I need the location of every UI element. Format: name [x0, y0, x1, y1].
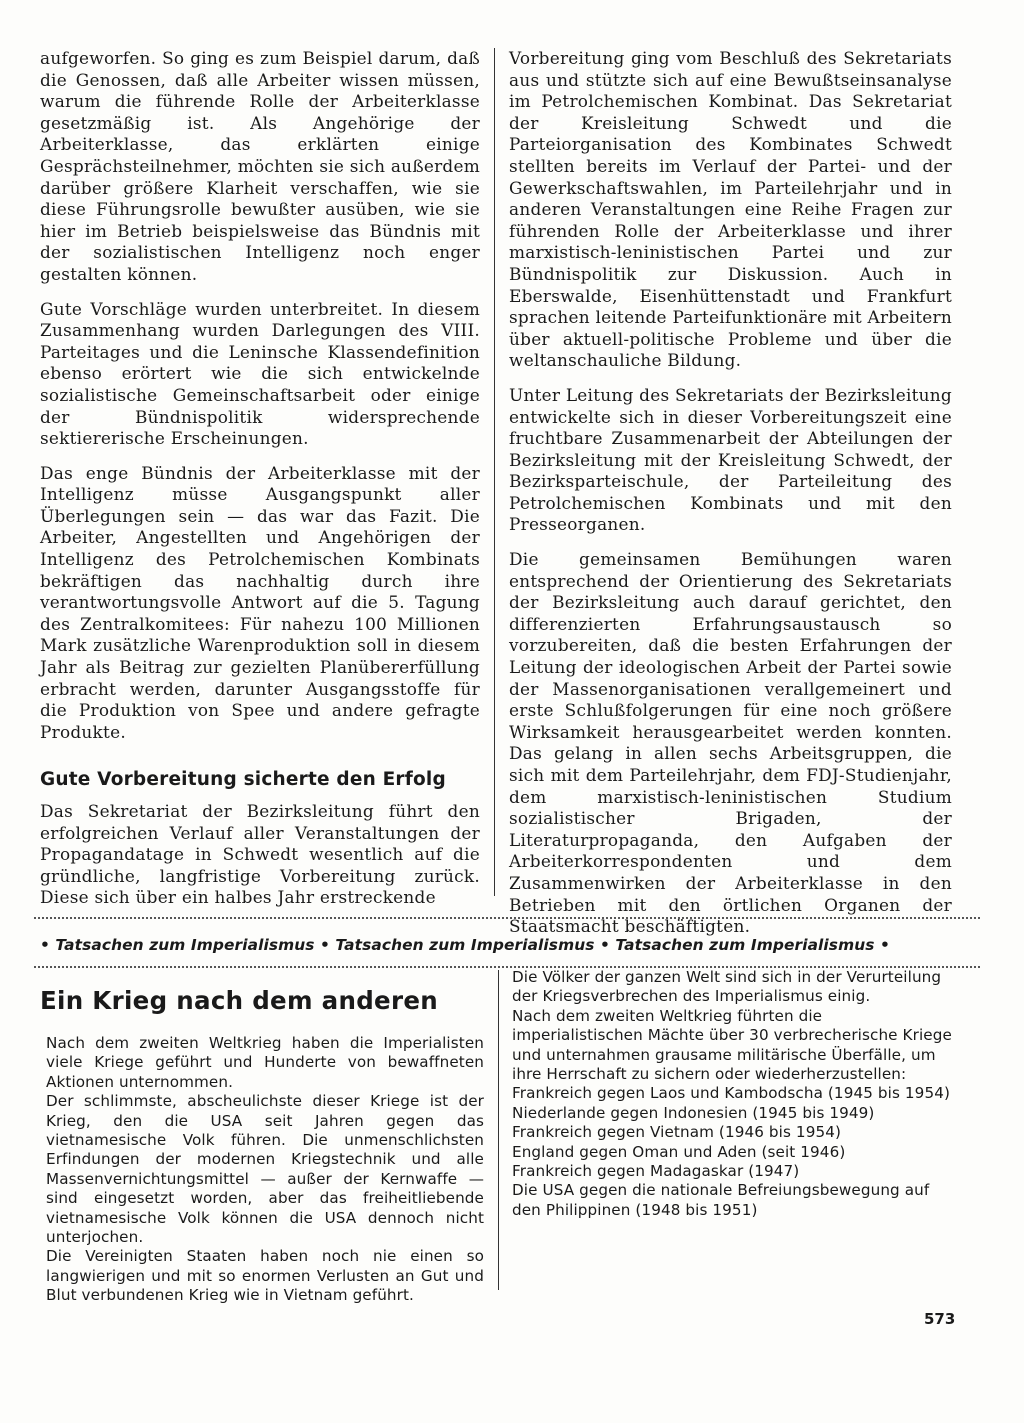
bottom-right-column: [512, 968, 952, 1220]
top-left-column: [40, 48, 480, 922]
section-subheading: Gute Vorbereitung sicherte den Erfolg: [40, 769, 446, 791]
column-divider: [494, 48, 495, 896]
list-item: England gegen Oman und Aden (seit 1946): [512, 1142, 846, 1161]
list-item: Frankreich gegen Laos und Kambodscha (1945 bis 1954): [512, 1084, 950, 1103]
bottom-left-column: [46, 1034, 484, 1306]
paragraph: Der schlimmste, abscheulichste dieser Kriege ist der Krieg, den die USA seit Jahren gegen das vietnamesische Volk führen. Die unmenschlichsten Erfindungen der modernen Kriegstechnik und alle Massenvernichtungsmittel — außer der Kernwaffe — sind eingesetzt worden, aber das freiheitliebende vietnamesische Volk können die USA dennoch nicht unterjochen.: [46, 1092, 484, 1247]
list-item: Die USA gegen die nationale Befreiungsbewegung auf den Philippinen (1948 bis 1951): [512, 1181, 930, 1219]
list-item: Niederlande gegen Indonesien (1945 bis 1949): [512, 1103, 875, 1122]
page-number: 573: [924, 1310, 956, 1328]
column-divider: [498, 970, 499, 1290]
paragraph: aufgeworfen. So ging es zum Beispiel darum, daß die Genossen, daß alle Arbeiter wissen müssen, warum die führende Rolle der Arbeiterklasse gesetzmäßig ist. Als Angehörige der Arbeiterklasse, das erklärten einige Gesprächsteilnehmer, möchten sie sich außerdem darüber größere Klarheit verschaffen, wie sie diese Führungsrolle bewußter ausüben, wie sie hier im Betrieb beispielsweise das Bündnis mit der sozialistischen Intelligenz noch enger gestalten können.: [40, 48, 480, 284]
paragraph: Die gemeinsamen Bemühungen waren entsprechend der Orientierung des Sekretariats der Bezirksleitung auch darauf gerichtet, den differenzierten Erfahrungsaustausch so vorzubereiten, daß die besten Erfahrungen der Leitung der ideologischen Arbeit der Partei sowie der Massenorganisationen verallgemeinert und erste Schlußfolgerungen für eine noch größere Wirksamkeit herausgearbeitet werden konnten. Das gelang in allen sechs Arbeitsgruppen, die sich mit dem Parteilehrjahr, dem FDJ-Studienjahr, dem marxistisch-leninistischen Studium sozialistischer Brigaden, der Literaturpropaganda, den Aufgaben der Arbeiterkorrespondenten und dem Zusammenwirken der Arbeiterklasse in den Betrieben mit den örtlichen Organen der Staatsmacht beschäftigten.: [509, 549, 952, 937]
paragraph: Die Völker der ganzen Welt sind sich in der Verurteilung der Kriegsverbrechen des Imperialismus einig.: [512, 968, 942, 1006]
list-item: Frankreich gegen Vietnam (1946 bis 1954): [512, 1123, 842, 1142]
article-title: Ein Krieg nach dem anderen: [40, 986, 439, 1015]
paragraph: Vorbereitung ging vom Beschluß des Sekretariats aus und stützte sich auf eine Bewußtseinsanalyse im Petrolchemischen Kombinat. Das Sekretariat der Kreisleitung Schwedt und die Parteiorganisation des Kombinates Schwedt stellten bereits im Verlauf der Partei- und der Gewerkschaftswahlen, im Parteilehrjahr und in anderen Veranstaltungen eine Reihe Fragen zur führenden Rolle der Arbeiterklasse und ihrer marxistisch-leninistischen Partei und zur Bündnispolitik zur Diskussion. Auch in Eberswalde, Eisenhüttenstadt und Frankfurt sprachen leitende Parteifunktionäre mit Arbeitern über aktuell-politische Probleme und über die weltanschauliche Bildung.: [509, 48, 952, 371]
paragraph: Das enge Bündnis der Arbeiterklasse mit der Intelligenz müsse Ausgangspunkt aller Überlegungen sein — das war das Fazit. Die Arbeiter, Angestellten und Angehörigen der Intelligenz des Petrolchemischen Kombinats bekräftigen das nachhaltig durch ihre verantwortungsvolle Antwort auf die 5. Tagung des Zentralkomitees: Für nahezu 100 Millionen Mark zusätzliche Warenproduktion soll in diesem Jahr als Beitrag zur gezielten Planübererfüllung erbracht werden, darunter Ausgangsstoffe für die Produktion von Spee und andere gefragte Produkte.: [40, 462, 480, 742]
top-right-column: [509, 48, 952, 951]
war-list: [512, 1084, 952, 1220]
paragraph: Unter Leitung des Sekretariats der Bezirksleitung entwickelte sich in dieser Vorbereitungszeit eine fruchtbare Zusammenarbeit der Abteilungen der Bezirksleitung mit der Kreisleitung Schwedt, der Bezirksparteischule, der Parteileitung des Petrolchemischen Kombinats und mit den Presseorganen.: [509, 384, 952, 535]
imperialism-banner: • Tatsachen zum Imperialismus • Tatsachen zum Imperialismus • Tatsachen zum Imperialismus •: [40, 936, 890, 954]
section-divider: [34, 917, 980, 919]
paragraph: Die Vereinigten Staaten haben noch nie einen so langwierigen und mit so enormen Verlusten an Gut und Blut verbundenen Krieg wie in Vietnam geführt.: [46, 1247, 484, 1305]
list-item: Frankreich gegen Madagaskar (1947): [512, 1162, 800, 1181]
paragraph: Gute Vorschläge wurden unterbreitet. In diesem Zusammenhang wurden Darlegungen des VIII. Parteitages und die Leninsche Klassendefinition ebenso erörtert wie die sich entwickelnde sozialistische Gemeinschaftsarbeit oder einige der Bündnispolitik widersprechende sektiererische Erscheinungen.: [40, 298, 480, 449]
paragraph: Nach dem zweiten Weltkrieg führten die imperialistischen Mächte über 30 verbrecherische Kriege und unternahmen grausame militärische Überfälle, um ihre Herrschaft zu sichern oder wiederherzustellen:: [512, 1006, 952, 1084]
paragraph: Das Sekretariat der Bezirksleitung führt den erfolgreichen Verlauf aller Veranstaltungen der Propagandatage in Schwedt wesentlich auf die gründliche, langfristige Vorbereitung zurück. Diese sich über ein halbes Jahr erstreckende: [40, 801, 480, 908]
paragraph: Nach dem zweiten Weltkrieg haben die Imperialisten viele Kriege geführt und Hunderte von bewaffneten Aktionen unternommen.: [46, 1034, 484, 1091]
